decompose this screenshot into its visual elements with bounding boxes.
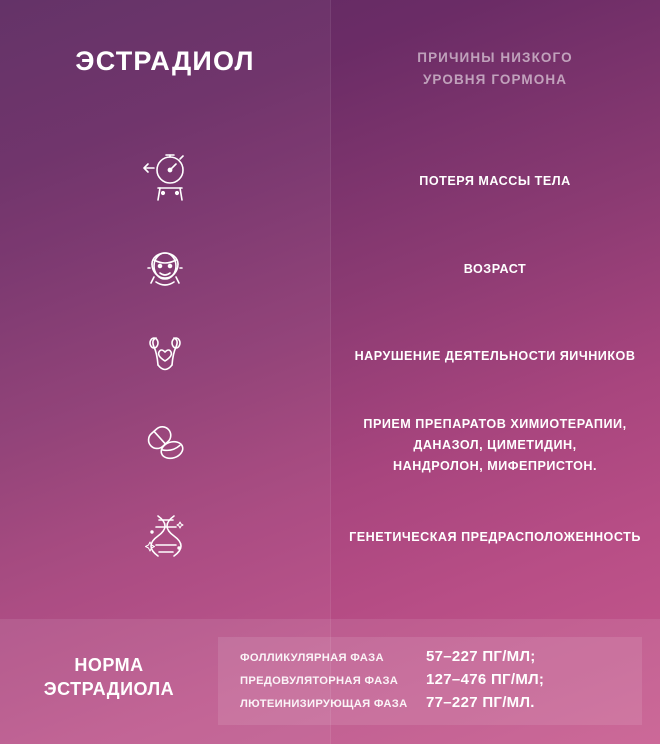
cause-text: [330, 527, 660, 548]
cause-line: ПОТЕРЯ МАССЫ ТЕЛА: [419, 173, 571, 188]
list-item: [0, 140, 660, 222]
norm-values-table: [218, 637, 642, 725]
cause-line: ГЕНЕТИЧЕСКАЯ ПРЕДРАСПОЛОЖЕННОСТЬ: [349, 529, 641, 544]
cause-line: ДАНАЗОЛ, ЦИМЕТИДИН,: [413, 437, 577, 452]
dna-helix-icon: [0, 502, 330, 572]
subtitle-line-2: УРОВНЯ ГОРМОНА: [422, 72, 568, 87]
list-item: [0, 402, 660, 488]
norm-footer: [0, 619, 660, 744]
cause-text: [330, 414, 660, 477]
phase-label: ПРЕДОВУЛЯТОРНАЯ ФАЗА: [240, 675, 399, 687]
phase-value: 57–227 ПГ/МЛ;: [426, 648, 536, 665]
elderly-woman-face-icon: [0, 234, 330, 304]
phase-value: 77–227 ПГ/МЛ.: [426, 694, 535, 711]
cause-text: [330, 346, 660, 367]
list-item: [0, 494, 660, 580]
subtitle-line-1: ПРИЧИНЫ НИЗКОГО: [417, 50, 573, 65]
phase-label: ФОЛЛИКУЛЯРНАЯ ФАЗА: [240, 652, 384, 664]
uterus-ovaries-icon: [0, 321, 330, 391]
norm-label: [0, 653, 218, 701]
cause-line: НАРУШЕНИЕ ДЕЯТЕЛЬНОСТИ ЯИЧНИКОВ: [354, 348, 636, 363]
pills-capsule-icon: [0, 410, 330, 480]
table-row: [240, 694, 626, 717]
norm-label-line-1: НОРМА: [74, 655, 144, 675]
stopwatch-weight-loss-icon: [0, 146, 330, 216]
causes-list: [0, 140, 660, 586]
list-item: [0, 228, 660, 310]
table-row: [240, 671, 626, 694]
phase-label: ЛЮТЕИНИЗИРУЮЩАЯ ФАЗА: [240, 698, 408, 710]
norm-label-line-2: ЭСТРАДИОЛА: [43, 679, 175, 699]
table-row: [240, 648, 626, 671]
list-item: [0, 316, 660, 396]
cause-line: ВОЗРАСТ: [463, 261, 527, 276]
cause-line: НАНДРОЛОН, МИФЕПРИСТОН.: [393, 458, 597, 473]
cause-text: [330, 171, 660, 192]
section-subtitle: [330, 47, 660, 91]
cause-text: [330, 259, 660, 280]
cause-line: ПРИЕМ ПРЕПАРАТОВ ХИМИОТЕРАПИИ,: [363, 416, 627, 431]
phase-value: 127–476 ПГ/МЛ;: [426, 671, 545, 688]
page-title: ЭСТРАДИОЛ: [75, 46, 255, 76]
